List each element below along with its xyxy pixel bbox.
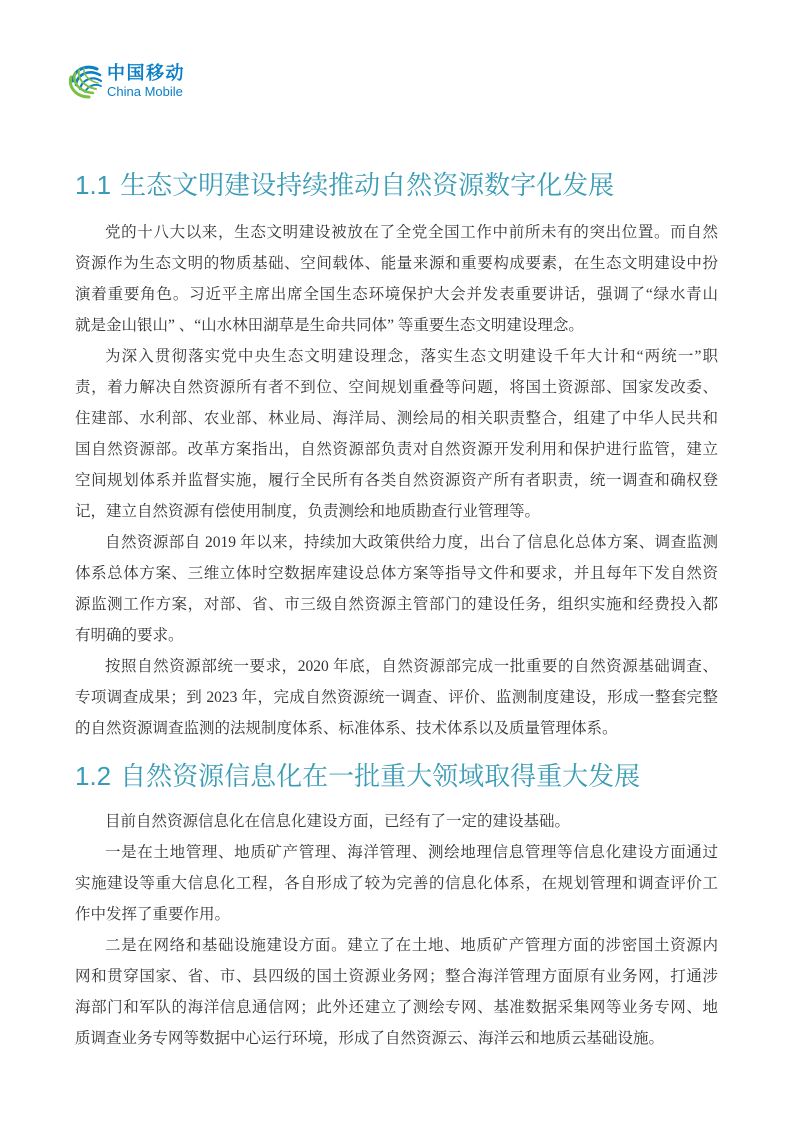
paragraph-line: 源监测工作方案，对部、省、市三级自然资源主管部门的建设任务，组织实施和经费投入都 <box>75 596 718 613</box>
paragraph <box>75 806 718 837</box>
logo-name-en: China Mobile <box>107 83 183 99</box>
paragraph-line: 记，建立自然资源有偿使用制度，负责测绘和地质勘查行业管理等。 <box>75 503 541 520</box>
section-body <box>75 217 718 744</box>
section-heading <box>75 756 718 796</box>
paragraph <box>75 217 718 341</box>
paragraph <box>75 651 718 744</box>
section-title: 生态文明建设持续推动自然资源数字化发展 <box>120 171 615 201</box>
china-mobile-logo <box>67 61 185 101</box>
paragraph-line: 作中发挥了重要作用。 <box>75 906 231 923</box>
china-mobile-logo-icon <box>67 62 104 100</box>
paragraph-line: 资源作为生态文明的物质基础、空间载体、能量来源和重要构成要素，在生态文明建设中扮 <box>75 255 718 272</box>
paragraph-line: 按照自然资源部统一要求，2020 年底，自然资源部完成一批重要的自然资源基础调查、 <box>105 658 718 675</box>
logo-name-cn: 中国移动 <box>107 62 185 84</box>
paragraph-line: 为深入贯彻落实党中央生态文明建设理念，落实生态文明建设千年大计和“两统一”职 <box>105 348 718 365</box>
paragraph-line: 专项调查成果；到 2023 年，完成自然资源统一调查、评价、监测制度建设，形成一整套完整 <box>75 689 718 706</box>
paragraph-line: 实施建设等重大信息化工程，各自形成了较为完善的信息化体系，在规划管理和调查评价工 <box>75 875 718 892</box>
paragraph-line: 二是在网络和基础设施建设方面。建立了在土地、地质矿产管理方面的涉密国土资源内 <box>105 937 718 954</box>
paragraph <box>75 341 718 527</box>
paragraph-line: 海部门和军队的海洋信息通信网；此外还建立了测绘专网、基准数据采集网等业务专网、地 <box>75 999 718 1016</box>
paragraph-line: 目前自然资源信息化在信息化建设方面，已经有了一定的建设基础。 <box>105 813 571 830</box>
section-body <box>75 806 718 1054</box>
paragraph-line: 住建部、水利部、农业部、林业局、海洋局、测绘局的相关职责整合，组建了中华人民共和 <box>75 410 718 427</box>
paragraph-line: 责，着力解决自然资源所有者不到位、空间规划重叠等问题，将国土资源部、国家发改委、 <box>75 379 718 396</box>
paragraph <box>75 930 718 1054</box>
paragraph-line: 网和贯穿国家、省、市、县四级的国土资源业务网；整合海洋管理方面原有业务网，打通涉 <box>75 968 718 985</box>
paragraph-line: 的自然资源调查监测的法规制度体系、标准体系、技术体系以及质量管理体系。 <box>75 720 618 737</box>
paragraph <box>75 527 718 651</box>
section-title: 自然资源信息化在一批重大领域取得重大发展 <box>120 762 641 792</box>
paragraph-line: 一是在土地管理、地质矿产管理、海洋管理、测绘地理信息管理等信息化建设方面通过 <box>105 844 718 861</box>
paragraph-line: 体系总体方案、三维立体时空数据库建设总体方案等指导文件和要求，并且每年下发自然资 <box>75 565 718 582</box>
paragraph-line: 演着重要角色。习近平主席出席全国生态环境保护大会并发表重要讲话，强调了“绿水青山 <box>75 286 718 303</box>
section-heading <box>75 165 718 205</box>
paragraph-line: 就是金山银山” 、“山水林田湖草是生命共同体” 等重要生态文明建设理念。 <box>75 317 584 334</box>
paragraph-line: 党的十八大以来，生态文明建设被放在了全党全国工作中前所未有的突出位置。而自然 <box>105 224 718 241</box>
logo-wordmark <box>107 64 185 99</box>
section-1-1 <box>75 165 718 744</box>
paragraph-line: 自然资源部自 2019 年以来，持续加大政策供给力度，出台了信息化总体方案、调查监测 <box>105 534 718 551</box>
section-1-2 <box>75 756 718 1054</box>
document-content <box>75 165 718 1054</box>
section-number: 1.1 <box>75 170 112 200</box>
paragraph-line: 有明确的要求。 <box>75 627 184 644</box>
paragraph-line: 国自然资源部。改革方案指出，自然资源部负责对自然资源开发利用和保护进行监管，建立 <box>75 441 718 458</box>
paragraph-line: 空间规划体系并监督实施，履行全民所有各类自然资源资产所有者职责，统一调查和确权登 <box>75 472 718 489</box>
section-number: 1.2 <box>75 761 112 791</box>
paragraph-line: 质调查业务专网等数据中心运行环境，形成了自然资源云、海洋云和地质云基础设施。 <box>75 1030 665 1047</box>
paragraph <box>75 837 718 930</box>
